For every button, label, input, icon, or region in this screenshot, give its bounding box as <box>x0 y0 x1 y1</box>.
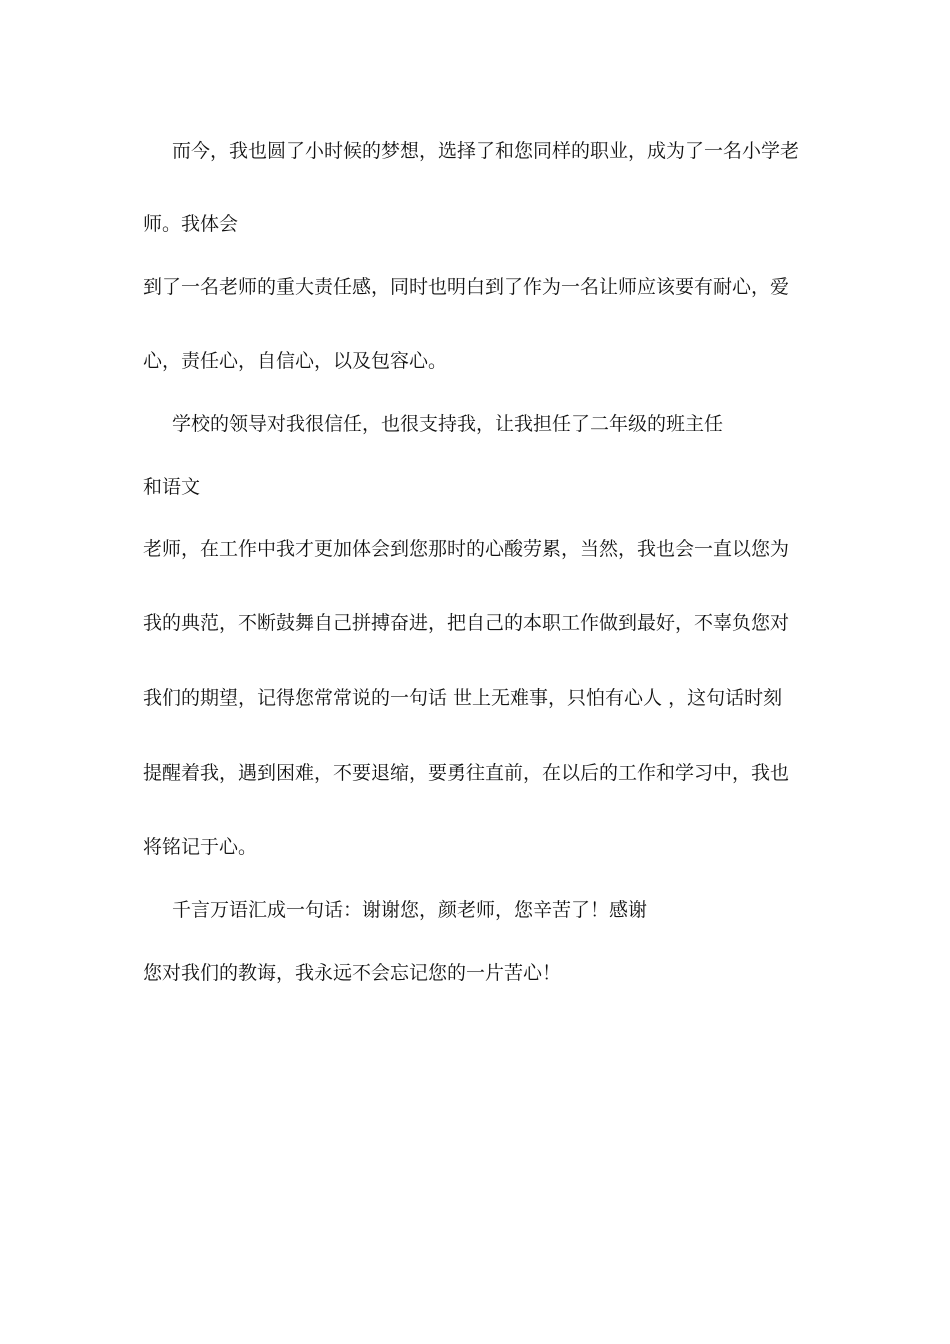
text-line: 学校的领导对我很信任，也很支持我，让我担任了二年级的班主任 <box>172 413 724 435</box>
text-line: 而今，我也圆了小时候的梦想，选择了和您同样的职业，成为了一名小学老 <box>172 140 800 162</box>
text-line: 到了一名老师的重大责任感，同时也明白到了作为一名让师应该要有耐心，爱 <box>143 276 790 298</box>
text-line: 老师，在工作中我才更加体会到您那时的心酸劳累，当然，我也会一直以您为 <box>143 538 790 560</box>
text-line: 提醒着我，遇到困难，不要退缩，要勇往直前，在以后的工作和学习中，我也 <box>143 762 790 784</box>
text-line: 师。我体会 <box>143 213 239 235</box>
text-line: 心，责任心，自信心，以及包容心。 <box>143 350 448 372</box>
text-line: 我的典范，不断鼓舞自己拼搏奋进，把自己的本职工作做到最好，不辜负您对 <box>143 612 790 634</box>
text-line: 千言万语汇成一句话：谢谢您，颜老师，您辛苦了！感谢 <box>172 899 648 921</box>
text-line: 您对我们的教诲，我永远不会忘记您的一片苦心！ <box>143 962 562 984</box>
text-line: 将铭记于心。 <box>143 836 258 858</box>
text-line: 和语文 <box>143 476 201 498</box>
text-line: 我们的期望，记得您常常说的一句话 世上无难事，只怕有心人 ，这句话时刻 <box>143 687 783 709</box>
